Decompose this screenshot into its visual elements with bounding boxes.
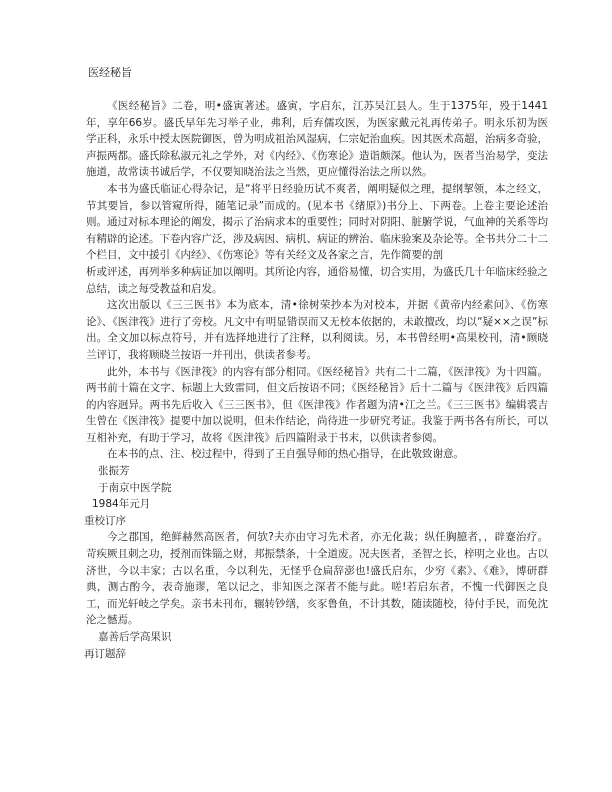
section-heading-reedit-inscription: 再订题辞 <box>84 647 126 660</box>
intro-paragraph-2: 本书为盛氏临证心得杂记，是“将平日经验历试不爽者，阐明疑似之理，提纲挈领，本之经文，节其要旨，参以管窥所得，随笔记录”而成的。(见本书《绪原》)书分上、下两卷。上卷主要论述治则。通过对标本理论的阐发，揭示了治病求本的重要性；同时对阴阳、脏腑学说，气血神的关系等均有精辟的论述。下卷内容广泛，涉及病因、病机、病证的辨治、临床验案及杂论等。全书共分二十二个栏目，文中援引《内经》、《伤寒论》等有关经文及各家之言，先作简要的剖 <box>86 182 548 262</box>
revised-preface-paragraph: 今之郡国，绝鲜赫然高医者，何欤?夫亦由守习先术者，亦无化裁；纵任胸臆者，，辟蹇治疗。苛疾厥且刺之功，授剂而铢锱之财，邦振禁条，十全道废。况夫医者，圣智之长，梓明之业也。古以济世，今以丰家；古以名重，今以利先，无怪乎仓扁辞澎也!盛氏启东，少穷《素》、《难》，博研群典，测古酌今，表奇施谬，笔以记之，非知医之深者不能与此。嗟!若启东者，不愧一代御医之良工，而光轩岐之学矣。亲书未刊布，辗转钞缮，亥豕鲁鱼，不计其数，随读随校，待付手民，而免沈沦之憾焉。 <box>86 531 548 627</box>
signature-name: 张振芳 <box>98 465 130 478</box>
intro-paragraph-4: 这次出版以《三三医书》本为底本，清•徐树荣抄本为对校本，并据《黄帝内经素问》、《伤寒论》、《医津筏》进行了旁校。凡文中有明显错误而又无校本依据的，未敢擅改，均以“疑××之误”标出。全文加以标点符号，并有选择地进行了注释，以利阅读。另，本书曾经明•高果校刊，清•顾晓兰评订，我将顾晓兰按语一并刊出，供读者参考。 <box>86 299 548 361</box>
signature-affiliation: 于南京中医学院 <box>98 481 172 494</box>
signature-date: 1984年元月 <box>92 498 151 511</box>
intro-paragraph-6: 在本书的点、注、校过程中，得到了王自强导师的热心指导，在此敬致谢意。 <box>107 448 464 461</box>
revised-preface-signature: 嘉善后学高果识 <box>98 631 172 643</box>
section-heading-revised-preface: 重校订序 <box>84 514 126 527</box>
document-title: 医经秘旨 <box>88 66 132 79</box>
intro-paragraph-1: 《医经秘旨》二卷，明•盛寅著述。盛寅，字启东，江苏吴江县人。生于1375年，殁于1441年，享年66岁。盛氏早年先习举子业，弗利，后弃儒攻医，为医家戴元礼再传弟子。明永乐初为医学正科，永乐中授太医院御医，曾为明成祖治风湿病，仁宗妃治血疾。因其医术高超，治病多奇验，声振两都。盛氏除私淑元礼之学外，对《内经》、《伤寒论》造诣颇深。他认为，医者当治易学，变法施道，故常读书诚后学，不仅要知晓治法之当然，更应懂得治法之所以然。 <box>86 100 548 179</box>
intro-paragraph-5: 此外，本书与《医津筏》的内容有部分相同。《医经秘旨》共有二十二篇，《医津筏》为十四篇。两书前十篇在文字、标题上大致雷同，但文后按语不同；《医经秘旨》后十二篇与《医津筏》后四篇的内容迥异。两书先后收入《三三医书》，但《医津筏》作者题为清•江之兰。《三三医书》编辑裘吉生曾在《医津筏》提要中加以说明，但未作结论，尚待进一步研究考证。我鉴于两书各有所长，可以互相补充，有助于学习，故将《医津筏》后四篇附录于书末，以供读者参阅。 <box>86 365 548 444</box>
intro-paragraph-3: 析或评述，再列举多种病证加以阐明。其所论内容，通俗易懂，切合实用，为盛氏几十年临床经验之总结，读之每受教益和启发。 <box>86 265 548 295</box>
